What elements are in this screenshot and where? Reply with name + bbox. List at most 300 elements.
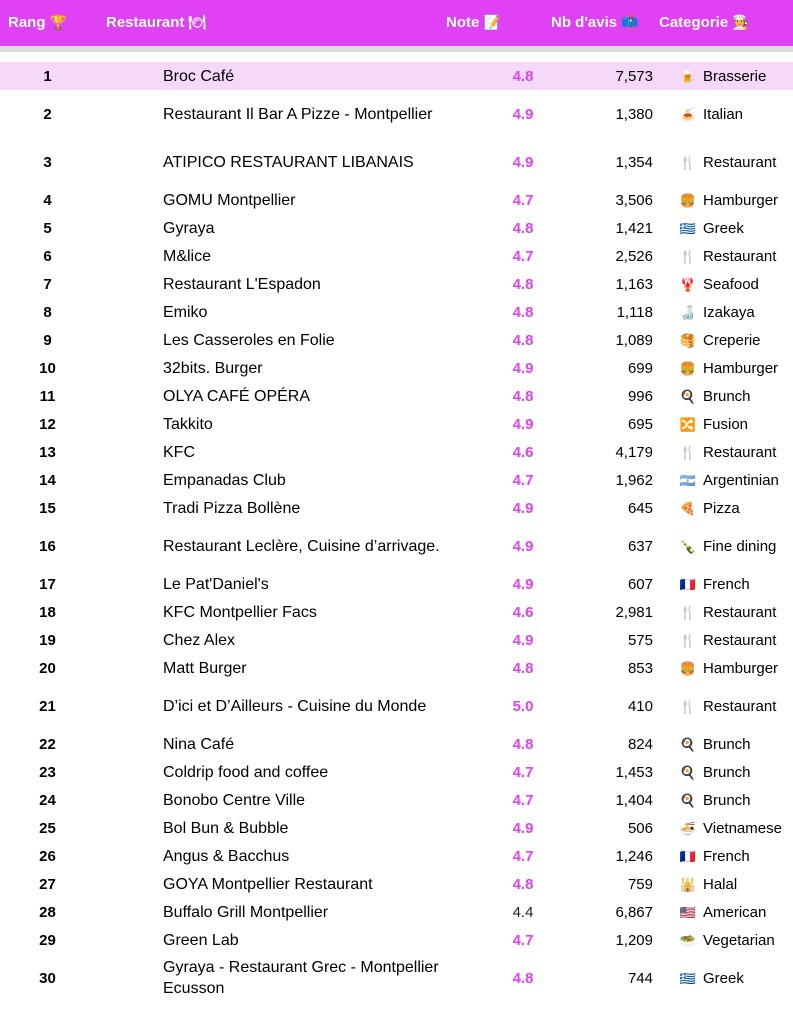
rank-cell [0, 466, 117, 494]
table-row[interactable] [0, 570, 793, 598]
category-icon: 🍳 [679, 737, 697, 753]
restaurant-name[interactable]: Takkito [163, 415, 213, 433]
category-label: Seafood [703, 275, 759, 293]
rank-value: 14 [39, 471, 56, 489]
header-reviews-label: Nb d'avis [551, 14, 618, 31]
restaurant-name[interactable]: Green Lab [163, 931, 239, 949]
rank-value: 28 [39, 903, 56, 921]
rank-cell [0, 522, 117, 570]
category-cell [657, 438, 793, 466]
category-cell [657, 786, 793, 814]
category-label: Pizza [703, 499, 740, 517]
restaurant-name[interactable]: Tradi Pizza Bollène [163, 499, 301, 517]
header-note[interactable] [446, 0, 501, 46]
rank-cell [0, 786, 117, 814]
note-cell [463, 758, 543, 786]
reviews-count: 744 [627, 969, 653, 987]
category-cell [657, 410, 793, 438]
restaurant-name[interactable]: 32bits. Burger [163, 359, 263, 377]
note-value: 5.0 [512, 697, 534, 715]
reviews-count: 7,573 [543, 62, 657, 90]
reviews-count: 1,354 [615, 153, 653, 171]
note-cell [463, 242, 543, 270]
category-label: Restaurant [703, 153, 777, 171]
table-row[interactable] [0, 270, 793, 298]
note-value: 4.9 [512, 631, 534, 649]
reviews-count: 996 [627, 387, 653, 405]
rank-value: 3 [43, 153, 52, 171]
rank-cell [0, 354, 117, 382]
category-cell [657, 898, 793, 926]
category-label: Brunch [703, 763, 751, 781]
rank-value: 30 [39, 969, 56, 987]
category-label: Hamburger [703, 659, 779, 677]
rank-cell [0, 298, 117, 326]
category-label: Hamburger [703, 191, 779, 209]
restaurant-name[interactable]: Gyraya - Restaurant Grec - Montpellier Ecusson [163, 959, 439, 997]
category-cell [657, 814, 793, 842]
table-row[interactable] [0, 898, 793, 926]
rank-value: 6 [43, 247, 52, 265]
category-label: Restaurant [703, 603, 777, 621]
note-cell [463, 730, 543, 758]
rank-cell [0, 730, 117, 758]
note-cell [463, 898, 543, 926]
category-icon: 🍕 [679, 501, 697, 517]
category-icon: 🔀 [679, 417, 697, 433]
note-cell [463, 814, 543, 842]
rank-value: 12 [39, 415, 56, 433]
restaurant-name[interactable]: KFC [163, 443, 195, 461]
restaurant-name[interactable]: Restaurant Leclère, Cuisine d’arrivage. [163, 537, 440, 555]
table-row[interactable] [0, 410, 793, 438]
note-value: 4.4 [512, 903, 534, 921]
category-label: Vietnamese [703, 819, 782, 837]
category-icon: 🍜 [679, 821, 697, 837]
header-category[interactable] [659, 0, 750, 46]
table-row[interactable] [0, 214, 793, 242]
restaurant-name[interactable]: Restaurant L'Espadon [163, 275, 321, 293]
category-label: Halal [703, 875, 738, 893]
category-icon: 🇦🇷 [679, 473, 697, 489]
note-value: 4.8 [512, 387, 534, 405]
restaurant-name[interactable]: Bol Bun & Bubble [163, 819, 289, 837]
rank-value: 7 [43, 275, 52, 293]
category-label: Vegetarian [703, 931, 775, 949]
note-cell [463, 354, 543, 382]
category-cell [657, 522, 793, 570]
table-body [0, 62, 793, 1002]
category-icon: 🥗 [679, 933, 697, 949]
reviews-count: 410 [627, 697, 653, 715]
restaurant-name[interactable]: D’ici et D’Ailleurs - Cuisine du Monde [163, 697, 427, 715]
reviews-count: 1,246 [615, 847, 653, 865]
restaurant-name[interactable]: Angus & Bacchus [163, 847, 290, 865]
category-label: Argentinian [703, 471, 779, 489]
category-icon: 🇫🇷 [679, 577, 697, 593]
category-label: American [703, 903, 767, 921]
note-cell [463, 326, 543, 354]
category-cell [657, 626, 793, 654]
category-cell [657, 682, 793, 730]
header-category-label: Categorie [659, 14, 729, 31]
rank-value: 19 [39, 631, 56, 649]
category-cell [657, 242, 793, 270]
note-cell [463, 214, 543, 242]
reviews-count: 824 [627, 735, 653, 753]
restaurant-name[interactable]: Empanadas Club [163, 471, 286, 489]
restaurant-name[interactable]: Bonobo Centre Ville [163, 791, 306, 809]
note-value: 4.8 [512, 219, 534, 237]
table-row[interactable] [0, 758, 793, 786]
category-icon: 🍴 [679, 155, 697, 171]
category-icon: 🍔 [679, 361, 697, 377]
reviews-count: 637 [627, 537, 653, 555]
header-rank[interactable] [8, 0, 67, 46]
category-icon: 🍳 [679, 765, 697, 781]
note-value: 4.8 [512, 875, 534, 893]
rank-value: 9 [43, 331, 52, 349]
restaurant-name[interactable]: M&lice [163, 247, 212, 265]
reviews-count: 1,209 [615, 931, 653, 949]
category-icon: 🍔 [679, 193, 697, 209]
category-icon: 🍴 [679, 249, 697, 265]
rank-cell [0, 954, 117, 1002]
category-cell [657, 758, 793, 786]
table-row[interactable] [0, 598, 793, 626]
note-value: 4.6 [512, 443, 534, 461]
rank-value: 13 [39, 443, 56, 461]
table-row[interactable] [0, 682, 793, 730]
table-row[interactable] [0, 382, 793, 410]
note-value: 4.8 [512, 969, 534, 987]
table-row[interactable] [0, 926, 793, 954]
reviews-count: 6,867 [615, 903, 653, 921]
reviews-count: 3,506 [615, 191, 653, 209]
category-cell [657, 870, 793, 898]
category-label: Greek [703, 969, 744, 987]
rank-cell [0, 570, 117, 598]
trophy-icon: 🏆 [49, 15, 68, 31]
rank-cell [0, 598, 117, 626]
restaurant-name[interactable]: Chez Alex [163, 631, 236, 649]
category-icon: 🍴 [679, 445, 697, 461]
rank-cell [0, 270, 117, 298]
note-value: 4.6 [512, 603, 534, 621]
category-label: Brasserie [703, 67, 767, 85]
rank-value: 18 [39, 603, 56, 621]
chef-icon: 👨‍🍳 [732, 15, 750, 31]
category-cell [657, 382, 793, 410]
table-row[interactable] [0, 814, 793, 842]
category-icon: 🍴 [679, 633, 697, 649]
restaurant-name[interactable]: KFC Montpellier Facs [163, 603, 317, 621]
note-value: 4.9 [512, 499, 534, 517]
reviews-count: 1,453 [615, 763, 653, 781]
note-cell [463, 270, 543, 298]
note-value: 4.7 [512, 763, 534, 781]
table-row[interactable] [0, 626, 793, 654]
note-cell [463, 522, 543, 570]
note-value: 4.9 [512, 105, 534, 123]
category-label: Greek [703, 219, 744, 237]
category-label: Izakaya [703, 303, 755, 321]
header-reviews[interactable] [551, 0, 639, 46]
category-cell [657, 326, 793, 354]
restaurant-name[interactable]: Matt Burger [163, 659, 247, 677]
note-value: 4.8 [512, 303, 534, 321]
rank-cell [0, 62, 117, 90]
memo-icon: 📝 [483, 15, 501, 31]
rank-value: 11 [39, 387, 56, 405]
note-cell [463, 298, 543, 326]
note-value: 4.9 [512, 819, 534, 837]
note-cell [463, 654, 543, 682]
table-row[interactable] [0, 62, 793, 90]
category-cell [657, 270, 793, 298]
reviews-count: 2,526 [615, 247, 653, 265]
rank-cell [0, 842, 117, 870]
rank-value: 4 [43, 191, 52, 209]
rank-cell [0, 410, 117, 438]
restaurant-name[interactable]: Les Casseroles en Folie [163, 331, 335, 349]
rank-value: 27 [39, 875, 56, 893]
table-row[interactable] [0, 298, 793, 326]
note-value: 4.7 [512, 247, 534, 265]
note-value: 4.8 [512, 735, 534, 753]
header-restaurant-label: Restaurant [106, 14, 185, 31]
category-icon: 🕌 [679, 877, 697, 893]
category-icon: 🇬🇷 [679, 971, 697, 987]
rank-cell [0, 138, 117, 186]
table-row[interactable] [0, 466, 793, 494]
category-cell [657, 494, 793, 522]
note-value: 4.7 [512, 847, 534, 865]
note-cell [463, 786, 543, 814]
rank-value: 2 [43, 105, 52, 123]
note-value: 4.7 [512, 791, 534, 809]
rank-cell [0, 758, 117, 786]
category-label: Brunch [703, 791, 751, 809]
rank-cell [0, 214, 117, 242]
category-cell [657, 62, 793, 90]
category-cell [657, 186, 793, 214]
rank-value: 10 [39, 359, 56, 377]
category-cell [657, 926, 793, 954]
note-cell [463, 410, 543, 438]
table-row[interactable] [0, 138, 793, 186]
note-cell [463, 954, 543, 1002]
rank-value: 15 [39, 499, 56, 517]
table-row[interactable] [0, 354, 793, 382]
header-note-label: Note [446, 14, 480, 31]
mailbox-icon: 📫 [621, 15, 639, 31]
table-row[interactable] [0, 242, 793, 270]
category-icon: 🍔 [679, 661, 697, 677]
category-cell [657, 654, 793, 682]
category-icon: 🥞 [679, 333, 697, 349]
category-icon: 🍺 [679, 69, 697, 85]
reviews-count: 853 [627, 659, 653, 677]
table-row[interactable] [0, 954, 793, 1002]
category-cell [657, 90, 793, 138]
note-cell [463, 382, 543, 410]
rank-value: 29 [39, 931, 56, 949]
restaurant-name[interactable]: OLYA CAFÉ OPÉRA [163, 387, 311, 405]
rank-value: 25 [39, 819, 56, 837]
table-row[interactable] [0, 842, 793, 870]
category-label: French [703, 847, 750, 865]
note-cell [463, 842, 543, 870]
note-cell [463, 598, 543, 626]
note-value: 4.8 [512, 275, 534, 293]
note-cell [463, 926, 543, 954]
table-row[interactable] [0, 438, 793, 466]
category-cell [657, 214, 793, 242]
table-row[interactable] [0, 730, 793, 758]
reviews-count: 1,404 [615, 791, 653, 809]
rank-value: 16 [39, 537, 56, 555]
note-cell [463, 494, 543, 522]
restaurant-name[interactable]: Nina Café [163, 735, 235, 753]
category-label: Restaurant [703, 697, 777, 715]
reviews-count: 645 [627, 499, 653, 517]
category-cell [657, 298, 793, 326]
table-row[interactable] [0, 90, 793, 138]
rank-cell [0, 898, 117, 926]
rank-cell [0, 926, 117, 954]
rank-value: 22 [39, 735, 56, 753]
category-icon: 🦞 [679, 277, 697, 293]
rank-cell [0, 870, 117, 898]
reviews-count: 1,089 [615, 331, 653, 349]
category-label: Restaurant [703, 631, 777, 649]
note-cell [463, 186, 543, 214]
header-rank-label: Rang [8, 14, 46, 31]
rank-cell [0, 682, 117, 730]
note-cell [463, 626, 543, 654]
category-icon: 🍾 [679, 539, 697, 555]
category-label: Hamburger [703, 359, 779, 377]
category-cell [657, 842, 793, 870]
category-icon: 🍝 [679, 107, 697, 123]
note-cell [463, 870, 543, 898]
rank-value: 17 [39, 575, 56, 593]
category-icon: 🍴 [679, 699, 697, 715]
category-cell [657, 570, 793, 598]
category-icon: 🍳 [679, 389, 697, 405]
reviews-count: 1,962 [615, 471, 653, 489]
note-value: 4.7 [512, 191, 534, 209]
note-cell [463, 466, 543, 494]
restaurant-name[interactable]: Broc Café [117, 62, 463, 90]
restaurant-name[interactable]: GOMU Montpellier [163, 191, 296, 209]
rank-value: 1 [43, 67, 52, 85]
category-label: Fusion [703, 415, 749, 433]
table-row[interactable] [0, 494, 793, 522]
restaurant-table [0, 62, 793, 1002]
restaurant-name[interactable]: Coldrip food and coffee [163, 763, 329, 781]
restaurant-name[interactable]: Emiko [163, 303, 208, 321]
note-value: 4.8 [512, 331, 534, 349]
note-value: 4.7 [512, 931, 534, 949]
note-value: 4.7 [512, 471, 534, 489]
reviews-count: 759 [627, 875, 653, 893]
rank-value: 21 [39, 697, 56, 715]
reviews-count: 699 [627, 359, 653, 377]
restaurant-name[interactable]: Gyraya [163, 219, 215, 237]
rank-value: 23 [39, 763, 56, 781]
restaurant-name[interactable]: Buffalo Grill Montpellier [163, 903, 329, 921]
category-icon: 🇬🇷 [679, 221, 697, 237]
category-label: Restaurant [703, 247, 777, 265]
rank-cell [0, 382, 117, 410]
rank-value: 24 [39, 791, 56, 809]
note-cell [463, 90, 543, 138]
reviews-count: 575 [627, 631, 653, 649]
category-label: Creperie [703, 331, 761, 349]
reviews-count: 1,163 [615, 275, 653, 293]
category-icon: 🇺🇸 [679, 905, 697, 921]
restaurant-name[interactable]: GOYA Montpellier Restaurant [163, 875, 373, 893]
reviews-count: 506 [627, 819, 653, 837]
header-restaurant[interactable] [106, 0, 206, 46]
table-row[interactable] [0, 870, 793, 898]
note-cell [463, 438, 543, 466]
note-value: 4.9 [512, 537, 534, 555]
restaurant-name[interactable]: ATIPICO RESTAURANT LIBANAIS [163, 153, 414, 171]
note-value: 4.9 [512, 153, 534, 171]
rank-value: 5 [43, 219, 52, 237]
category-cell [657, 954, 793, 1002]
note-value: 4.9 [512, 575, 534, 593]
rank-value: 20 [39, 659, 56, 677]
category-label: French [703, 575, 750, 593]
category-label: Fine dining [703, 537, 777, 555]
rank-cell [0, 626, 117, 654]
reviews-count: 4,179 [615, 443, 653, 461]
rank-cell [0, 242, 117, 270]
category-icon: 🍳 [679, 793, 697, 809]
reviews-count: 2,981 [615, 603, 653, 621]
note-value: 4.9 [512, 415, 534, 433]
reviews-count: 1,118 [616, 303, 653, 321]
category-icon: 🍶 [679, 305, 697, 321]
restaurant-name[interactable]: Restaurant Il Bar A Pizze - Montpellier [163, 105, 433, 123]
rank-cell [0, 90, 117, 138]
note-cell [463, 570, 543, 598]
note-value: 4.8 [512, 659, 534, 677]
category-icon: 🍴 [679, 605, 697, 621]
rank-value: 8 [43, 303, 52, 321]
reviews-count: 1,421 [615, 219, 653, 237]
rank-value: 26 [39, 847, 56, 865]
table-row[interactable] [0, 326, 793, 354]
note-value: 4.9 [512, 359, 534, 377]
rank-cell [0, 326, 117, 354]
category-cell [657, 138, 793, 186]
rank-cell [0, 654, 117, 682]
category-label: Brunch [703, 387, 751, 405]
rank-cell [0, 438, 117, 466]
table-row[interactable] [0, 186, 793, 214]
note-cell [463, 138, 543, 186]
table-row[interactable] [0, 522, 793, 570]
table-row[interactable] [0, 654, 793, 682]
rank-cell [0, 186, 117, 214]
table-row[interactable] [0, 786, 793, 814]
restaurant-name[interactable]: Le Pat'Daniel's [163, 575, 269, 593]
